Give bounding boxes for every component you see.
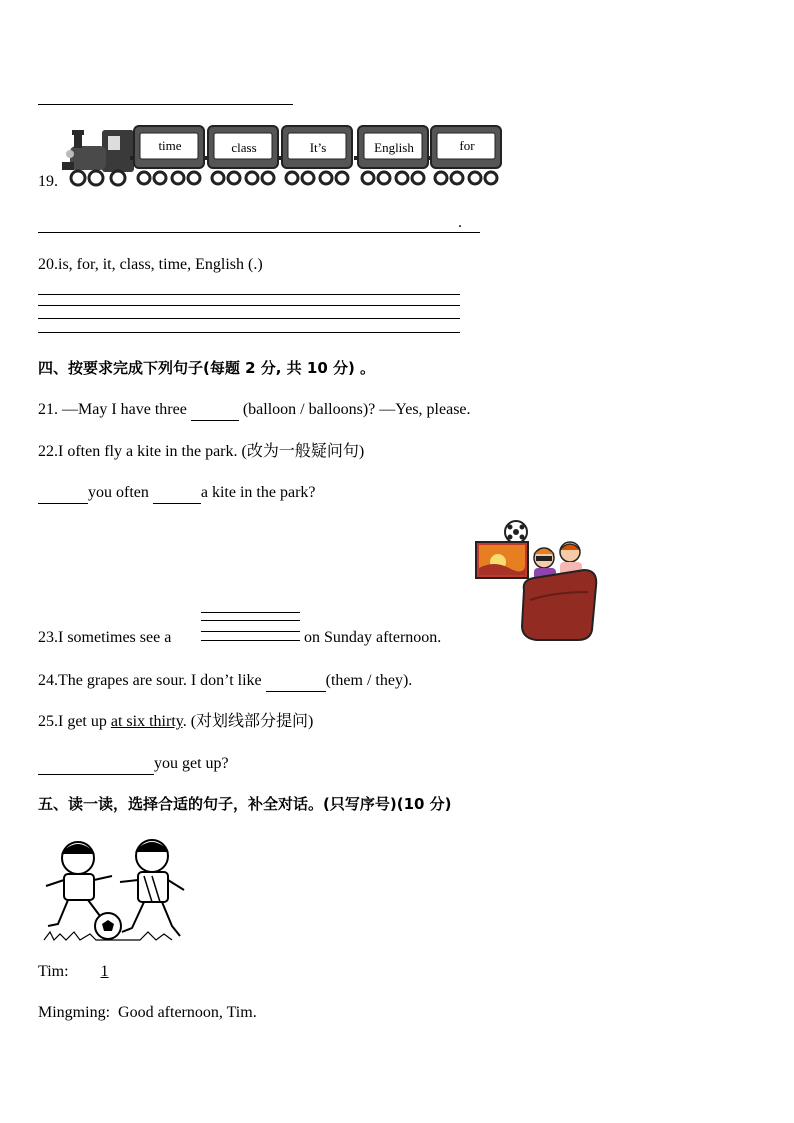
q25-prefix: 25.I get up	[38, 713, 111, 730]
cinema-illustration	[474, 520, 604, 644]
q22-answer-mid: you often	[88, 484, 153, 501]
train-wheel	[362, 172, 374, 184]
train-wheel	[396, 172, 408, 184]
train-word: It’s	[309, 140, 327, 155]
q25-suffix: . (对划线部分提问)	[182, 713, 314, 730]
film-reel-icon	[505, 521, 527, 543]
q23-suffix: on Sunday afternoon.	[304, 629, 442, 646]
q18-answer-line[interactable]	[38, 104, 293, 105]
q22-answer-end: a kite in the park?	[200, 484, 316, 501]
theater-seat-icon	[522, 570, 596, 640]
train-wheel	[138, 172, 150, 184]
train-wheel	[378, 172, 390, 184]
q21-suffix: (balloon / balloons)? —Yes, please.	[238, 401, 471, 418]
train-word: class	[231, 140, 257, 155]
q22-text: 22.I often fly a kite in the park. (改为一般疑问句)	[38, 443, 365, 460]
train-wheel	[336, 172, 348, 184]
q23-prefix: 23.I sometimes see a	[38, 629, 172, 646]
train-car-5	[431, 128, 503, 168]
q19-answer-line[interactable]	[38, 232, 480, 233]
boy-running-icon	[120, 840, 184, 936]
tim-label: Tim:	[38, 963, 73, 980]
soccer-kids-illustration	[40, 836, 192, 944]
tim-answer[interactable]	[73, 962, 137, 982]
q19-end-mark: .	[458, 214, 462, 231]
q22-blank-1[interactable]	[38, 483, 88, 504]
train-word: English	[374, 140, 414, 155]
q20-answer-line-2[interactable]	[38, 305, 460, 306]
train-wheel	[302, 172, 314, 184]
train-wheel	[262, 172, 274, 184]
q23-blank-line-3[interactable]	[201, 631, 300, 632]
dialogue-mingming-line	[38, 1003, 257, 1023]
train-car-1	[134, 128, 206, 168]
q24-blank[interactable]	[266, 671, 326, 692]
train-wheel	[451, 172, 463, 184]
q21-prefix: 21. —May I have three	[38, 401, 191, 418]
q24-suffix: (them / they).	[325, 672, 413, 689]
q21-blank[interactable]	[191, 400, 239, 421]
q22-blank-2[interactable]	[153, 483, 201, 504]
train-wheel	[286, 172, 298, 184]
q23-blank-line-2[interactable]	[201, 620, 300, 621]
train-wheel	[188, 172, 200, 184]
q21-line	[38, 400, 471, 421]
q20-answer-line-1[interactable]	[38, 294, 460, 295]
q20-text: 20.is, for, it, class, time, English (.)	[38, 256, 263, 273]
q24-line	[38, 671, 412, 692]
soccer-ball-icon	[95, 913, 121, 939]
section5-heading: 五、读一读，选择合适的句子，补全对话。(只写序号)(10 分)	[38, 795, 452, 813]
train-wheel	[212, 172, 224, 184]
dialogue-tim-line	[38, 962, 137, 982]
q23-blank-line-1[interactable]	[201, 612, 300, 613]
train-car-2	[208, 128, 280, 168]
q25-answer-line	[38, 754, 229, 775]
q24-prefix: 24.The grapes are sour. I don’t like	[38, 672, 266, 689]
q19-number: 19.	[38, 173, 58, 190]
tim-answer-value: 1	[100, 963, 109, 980]
q20-answer-line-4[interactable]	[38, 332, 460, 333]
train-car-4	[358, 128, 430, 168]
q25-answer-end: you get up?	[154, 755, 229, 772]
q25-blank[interactable]	[38, 754, 154, 775]
mingming-label: Mingming:	[38, 1004, 119, 1021]
train-word: for	[459, 138, 475, 153]
locomotive-icon	[62, 130, 134, 185]
q20-answer-line-3[interactable]	[38, 318, 460, 319]
train-wheel	[485, 172, 497, 184]
q23-blank-line-4[interactable]	[201, 640, 300, 641]
q25-underlined-phrase: at six thirty	[110, 713, 183, 730]
train-wheel	[228, 172, 240, 184]
q22-answer-line	[38, 483, 316, 504]
q25-line	[38, 712, 313, 732]
train-wheel	[246, 172, 258, 184]
train-car-3	[282, 128, 354, 168]
section4-heading: 四、按要求完成下列句子(每题 2 分, 共 10 分) 。	[38, 359, 376, 377]
train-wheel	[320, 172, 332, 184]
train-wheel	[412, 172, 424, 184]
train-wheel	[435, 172, 447, 184]
train-wheel	[154, 172, 166, 184]
mingming-text: Good afternoon, Tim.	[118, 1004, 257, 1021]
train-wheel	[172, 172, 184, 184]
train-word: time	[158, 138, 182, 153]
movie-screen-icon	[476, 542, 528, 578]
train-wheel	[469, 172, 481, 184]
